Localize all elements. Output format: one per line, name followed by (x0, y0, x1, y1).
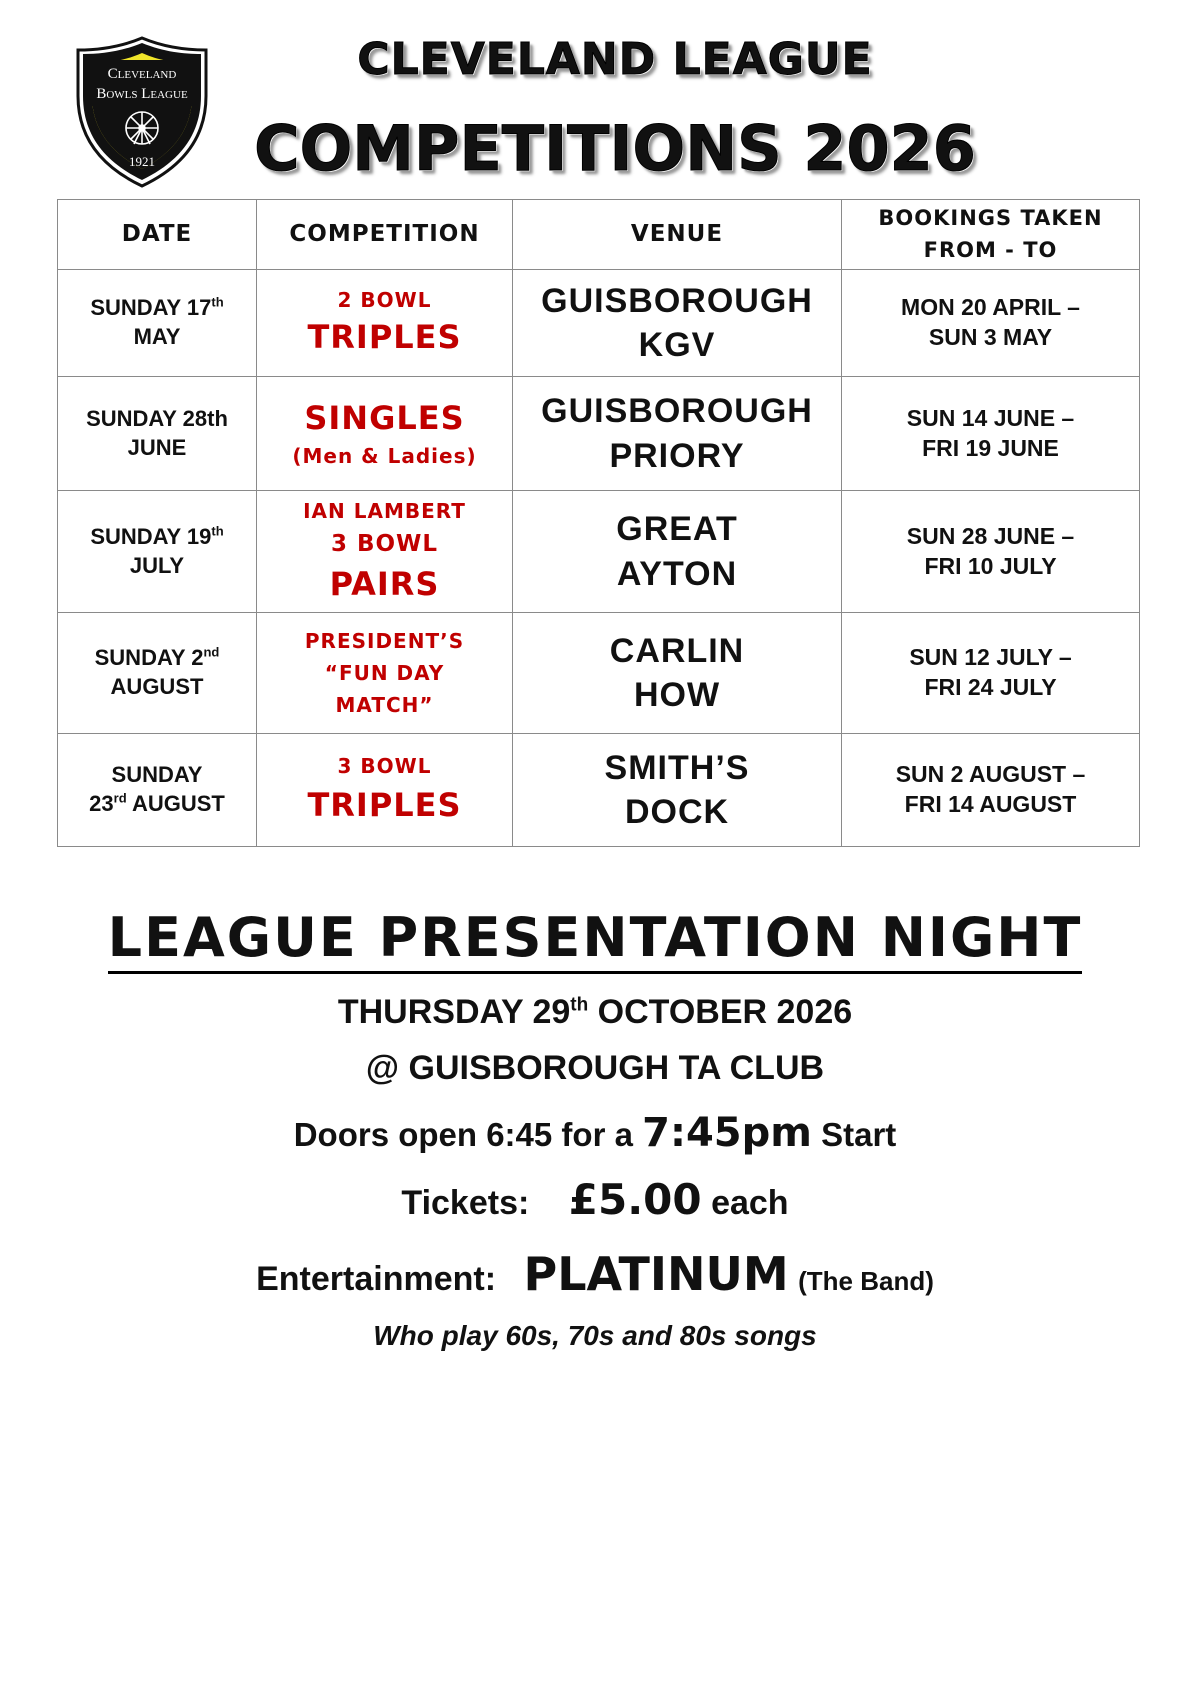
date-cell: SUNDAY 19th JULY (58, 491, 257, 613)
column-header-competition: COMPETITION (257, 200, 513, 270)
date-cell: SUNDAY 2nd AUGUST (58, 613, 257, 734)
entertainment-description: Who play 60s, 70s and 80s songs (373, 1320, 817, 1351)
presentation-title: LEAGUE PRESENTATION NIGHT (0, 906, 1190, 969)
date-cell: SUNDAY 17th MAY (58, 270, 257, 377)
competition-cell: IAN LAMBERT 3 BOWL PAIRS (257, 491, 513, 613)
table-row (58, 270, 1140, 377)
venue-cell: GUISBOROUGH PRIORY (513, 377, 842, 491)
table-row (58, 613, 1140, 734)
column-header-date: DATE (58, 200, 257, 270)
ticket-price: £5.00 (568, 1175, 702, 1224)
date-cell: SUNDAY 23rd AUGUST (58, 734, 257, 847)
band-name: PLATINUM (523, 1247, 789, 1301)
bookings-cell: MON 20 APRIL – SUN 3 MAY (842, 270, 1140, 377)
presentation-date: THURSDAY 29th OCTOBER 2026 (337, 993, 853, 1031)
venue-cell: GREAT AYTON (513, 491, 842, 613)
page-subtitle: COMPETITIONS 2026 (254, 112, 976, 185)
entertainment-line: Entertainment: PLATINUM (The Band) (256, 1247, 934, 1301)
table-row (58, 377, 1140, 491)
table-row (58, 491, 1140, 613)
competitions-table (57, 199, 1140, 847)
bookings-cell: SUN 2 AUGUST – FRI 14 AUGUST (842, 734, 1140, 847)
page-title: CLEVELAND LEAGUE (357, 34, 873, 85)
bookings-cell: SUN 14 JUNE – FRI 19 JUNE (842, 377, 1140, 491)
bookings-cell: SUN 12 JULY – FRI 24 JULY (842, 613, 1140, 734)
logo-line1: Cleveland (107, 66, 177, 82)
presentation-venue: @ GUISBOROUGH TA CLUB (365, 1049, 825, 1087)
venue-cell: CARLIN HOW (513, 613, 842, 734)
tickets-line: Tickets: £5.00 each (401, 1175, 789, 1224)
table-row (58, 734, 1140, 847)
start-time: 7:45pm (642, 1110, 812, 1156)
doors-open-line: Doors open 6:45 for a 7:45pm Start (293, 1110, 897, 1156)
date-cell: SUNDAY 28th JUNE (58, 377, 257, 491)
logo-year: 1921 (129, 154, 155, 169)
competition-cell: PRESIDENT’S “FUN DAY MATCH” (257, 613, 513, 734)
column-header-bookings: BOOKINGS TAKEN FROM - TO (842, 200, 1140, 270)
venue-cell: GUISBOROUGH KGV (513, 270, 842, 377)
venue-cell: SMITH’S DOCK (513, 734, 842, 847)
table-header-row (58, 200, 1140, 270)
bookings-cell: SUN 28 JUNE – FRI 10 JULY (842, 491, 1140, 613)
competition-cell: 2 BOWL TRIPLES (257, 270, 513, 377)
competition-cell: 3 BOWL TRIPLES (257, 734, 513, 847)
column-header-venue: VENUE (513, 200, 842, 270)
logo-line2: Bowls League (96, 86, 188, 102)
competition-cell: SINGLES (Men & Ladies) (257, 377, 513, 491)
